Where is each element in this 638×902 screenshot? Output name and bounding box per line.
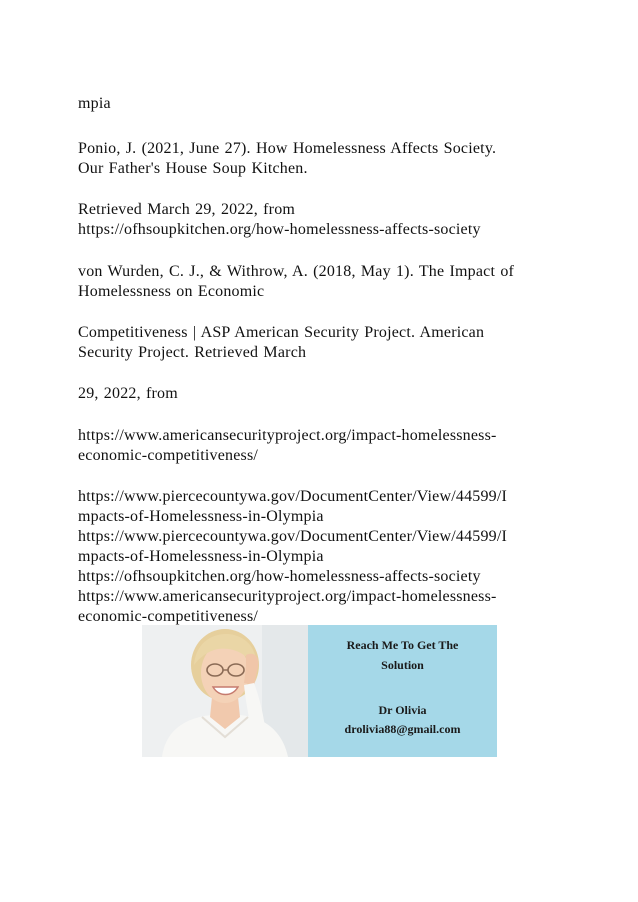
text-line: 29, 2022, from bbox=[78, 385, 178, 402]
text-line: mpia bbox=[78, 95, 111, 112]
reference-link[interactable]: economic-competitiveness/ bbox=[78, 447, 259, 464]
promo-contact-panel bbox=[308, 625, 497, 757]
promo-email[interactable]: drolivia88@gmail.com bbox=[344, 722, 461, 736]
text-line: Security Project. Retrieved March bbox=[78, 344, 307, 361]
link-list bbox=[78, 487, 578, 627]
text-line: Ponio, J. (2021, June 27). How Homelessness Affects Society. bbox=[78, 140, 497, 157]
reference-von-wurden bbox=[78, 262, 578, 302]
reference-link[interactable]: mpacts-of-Homelessness-in-Olympia bbox=[78, 548, 324, 565]
promo-headline: Reach Me To Get The bbox=[346, 638, 459, 652]
reference-date bbox=[78, 384, 578, 404]
reference-link[interactable]: https://ofhsoupkitchen.org/how-homelessness-affects-society bbox=[78, 568, 481, 585]
text-line: Homelessness on Economic bbox=[78, 283, 265, 300]
paragraph-mpia bbox=[78, 94, 578, 114]
reference-link[interactable]: mpacts-of-Homelessness-in-Olympia bbox=[78, 508, 324, 525]
promo-headline-2: Solution bbox=[381, 658, 424, 672]
text-line: Competitiveness | ASP American Security Project. American bbox=[78, 324, 485, 341]
reference-link[interactable]: https://www.americansecurityproject.org/impact-homelessness- bbox=[78, 588, 497, 605]
reference-von-wurden-cont bbox=[78, 323, 578, 363]
reference-link[interactable]: https://www.piercecountywa.gov/DocumentCenter/View/44599/I bbox=[78, 488, 508, 505]
text-line: von Wurden, C. J., & Withrow, A. (2018, May 1). The Impact of bbox=[78, 263, 515, 280]
reference-link[interactable]: https://ofhsoupkitchen.org/how-homelessness-affects-society bbox=[78, 221, 481, 238]
promo-name: Dr Olivia bbox=[378, 703, 427, 717]
reference-link[interactable]: https://www.americansecurityproject.org/impact-homelessness- bbox=[78, 427, 497, 444]
woman-portrait-image bbox=[142, 625, 308, 757]
promo-banner[interactable] bbox=[142, 625, 497, 757]
reference-ponio bbox=[78, 139, 578, 179]
reference-link-block bbox=[78, 426, 578, 466]
text-line: Our Father's House Soup Kitchen. bbox=[78, 160, 308, 177]
reference-link[interactable]: economic-competitiveness/ bbox=[78, 608, 259, 625]
reference-link[interactable]: https://www.piercecountywa.gov/DocumentCenter/View/44599/I bbox=[78, 528, 508, 545]
reference-ponio-retrieved bbox=[78, 200, 578, 240]
text-line: Retrieved March 29, 2022, from bbox=[78, 201, 296, 218]
promo-photo-woman bbox=[142, 625, 308, 757]
